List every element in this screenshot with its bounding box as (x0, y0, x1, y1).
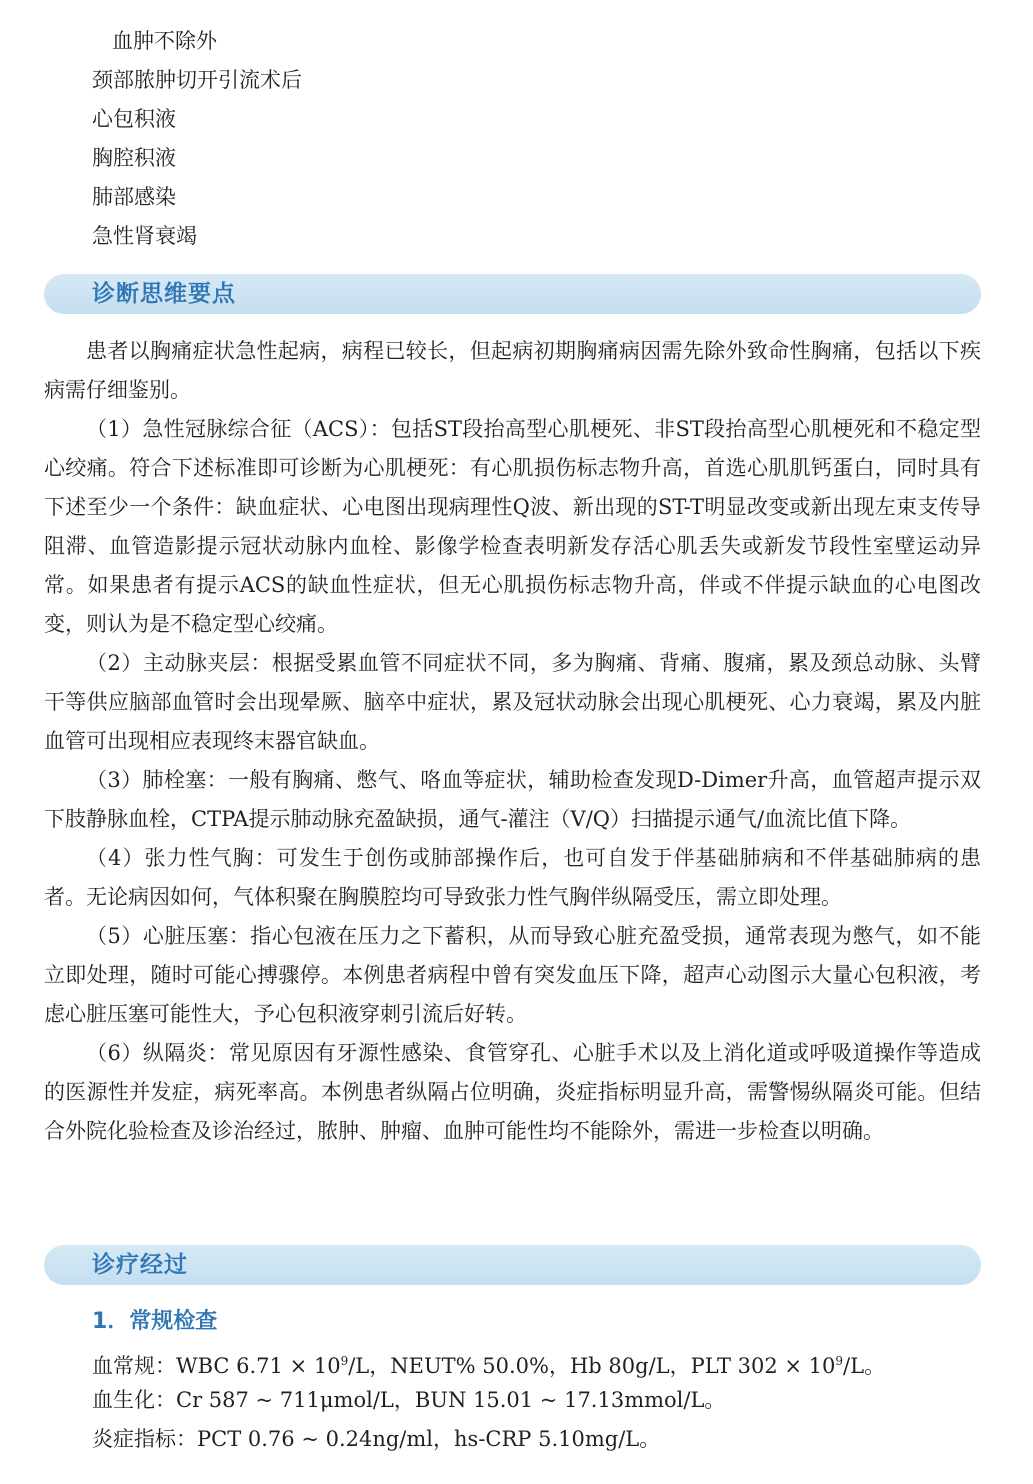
lab-text: /L，NEUT% 50.0%，Hb 80g/L，PLT 302 × 10 (348, 1354, 836, 1378)
section-header-treatment (44, 1245, 981, 1285)
lab-text: /L。 (843, 1354, 886, 1378)
list-item: 急性肾衰竭 (92, 224, 197, 248)
paragraph-pulmonary-embolism: （3）肺栓塞：一般有胸痛、憋气、咯血等症状，辅助检查发现D-Dimer升高，血管超声提示双下肢静脉血栓，CTPA提示肺动脉充盈缺损，通气-灌注（V/Q）扫描提示通气/血流比值下降。 (44, 768, 981, 831)
lab-inflammation: 炎症指标：PCT 0.76 ~ 0.24ng/ml，hs-CRP 5.10mg/L。 (92, 1427, 661, 1451)
list-item: 胸腔积液 (92, 146, 176, 170)
section-title: 诊断思维要点 (92, 281, 236, 307)
list-item: 心包积液 (92, 107, 176, 131)
section-header-diagnosis (44, 274, 981, 314)
diagnosis-body (44, 332, 981, 1151)
lab-text: 血常规：WBC 6.71 × 10 (92, 1354, 341, 1378)
paragraph-aortic-dissection: （2）主动脉夹层：根据受累血管不同症状不同，多为胸痛、背痛、腹痛，累及颈总动脉、头臂干等供应脑部血管时会出现晕厥、脑卒中症状，累及冠状动脉会出现心肌梗死、心力衰竭，累及内脏血管可出现相应表现终末器官缺血。 (44, 651, 981, 753)
paragraph-cardiac-tamponade: （5）心脏压塞：指心包液在压力之下蓄积，从而导致心脏充盈受损，通常表现为憋气，如不能立即处理，随时可能心搏骤停。本例患者病程中曾有突发血压下降，超声心动图示大量心包积液，考虑心脏压塞可能性大，予心包积液穿刺引流后好转。 (44, 924, 981, 1026)
diagnosis-list (92, 22, 302, 256)
list-item: 颈部脓肿切开引流术后 (92, 68, 302, 92)
list-item: 肺部感染 (92, 185, 176, 209)
section-title: 诊疗经过 (92, 1252, 188, 1278)
subheading-routine-exam: 1．常规检查 (92, 1309, 218, 1334)
superscript: 9 (340, 1354, 349, 1368)
paragraph-intro: 患者以胸痛症状急性起病，病程已较长，但起病初期胸痛病因需先除外致命性胸痛，包括以下疾病需仔细鉴别。 (44, 339, 981, 402)
lab-results (92, 1342, 885, 1459)
superscript: 9 (835, 1354, 844, 1368)
lab-biochem: 血生化：Cr 587 ~ 711μmol/L，BUN 15.01 ~ 17.13mmol/L。 (92, 1388, 726, 1412)
paragraph-mediastinitis: （6）纵隔炎：常见原因有牙源性感染、食管穿孔、心脏手术以及上消化道或呼吸道操作等造成的医源性并发症，病死率高。本例患者纵隔占位明确，炎症指标明显升高，需警惕纵隔炎可能。但结合外院化验检查及诊治经过，脓肿、肿瘤、血肿可能性均不能除外，需进一步检查以明确。 (44, 1041, 981, 1143)
lab-blood-routine (92, 1342, 885, 1381)
list-item: 血肿不除外 (112, 29, 217, 53)
paragraph-tension-pneumothorax: （4）张力性气胸：可发生于创伤或肺部操作后，也可自发于伴基础肺病和不伴基础肺病的患者。无论病因如何，气体积聚在胸膜腔均可导致张力性气胸伴纵隔受压，需立即处理。 (44, 846, 981, 909)
paragraph-acs: （1）急性冠脉综合征（ACS）：包括ST段抬高型心肌梗死、非ST段抬高型心肌梗死和不稳定型心绞痛。符合下述标准即可诊断为心肌梗死：有心肌损伤标志物升高，首选心肌肌钙蛋白，同时具有下述至少一个条件：缺血症状、心电图出现病理性Q波、新出现的ST-T明显改变或新出现左束支传导阻滞、血管造影提示冠状动脉内血栓、影像学检查表明新发存活心肌丢失或新发节段性室壁运动异常。如果患者有提示ACS的缺血性症状，但无心肌损伤标志物升高，伴或不伴提示缺血的心电图改变，则认为是不稳定型心绞痛。 (44, 417, 981, 636)
